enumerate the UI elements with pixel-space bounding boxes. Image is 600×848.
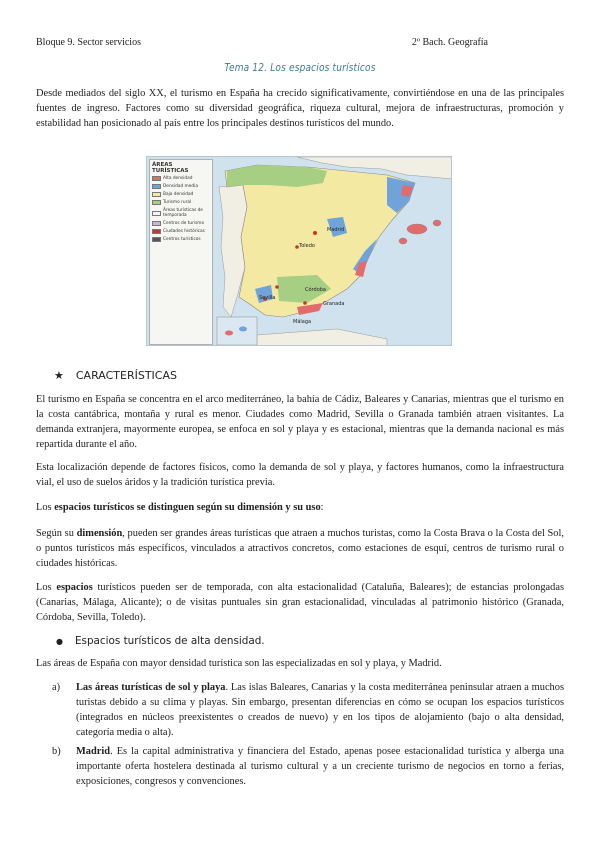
legend-swatch bbox=[152, 221, 161, 226]
list-item bbox=[36, 680, 564, 740]
legend-label: Densidad media bbox=[163, 184, 198, 189]
legend-swatch bbox=[152, 200, 161, 205]
list-text bbox=[76, 680, 564, 740]
legend-label: Centros turísticos bbox=[163, 237, 201, 242]
caracteristicas-p5 bbox=[36, 580, 564, 625]
p3-end: : bbox=[320, 502, 324, 513]
map-label-madrid: Madrid bbox=[327, 227, 345, 233]
legend-item bbox=[152, 208, 210, 218]
map-label-toledo: Toledo bbox=[299, 243, 315, 249]
list-rest: . Es la capital administrativa y financiera del Estado, apenas posee estacionalidad turística y alberga una importante oferta hostelera destinada al turismo cultural y a un creciente turismo de negocios en torno a ferias, exposiciones, congresos y convenciones. bbox=[76, 746, 564, 787]
legend-label: Turismo rural bbox=[163, 200, 192, 205]
legend-title: ÁREAS TURÍSTICAS bbox=[152, 162, 189, 174]
list-bold: Las áreas turísticas de sol y playa bbox=[76, 682, 226, 693]
caracteristicas-p3 bbox=[36, 500, 564, 515]
legend-swatch bbox=[152, 176, 161, 181]
p5-text: Los bbox=[36, 582, 57, 593]
list-text bbox=[76, 744, 564, 789]
legend-label: Ciudades históricas bbox=[163, 229, 205, 234]
legend-swatch bbox=[152, 192, 161, 197]
bullet-icon: ● bbox=[56, 637, 63, 646]
legend-label: Áreas turísticas de temporada bbox=[163, 208, 203, 218]
header-left: Bloque 9. Sector servicios bbox=[36, 37, 141, 48]
legend-label: Baja densidad bbox=[163, 192, 194, 197]
legend-item bbox=[152, 176, 210, 181]
legend-swatch bbox=[152, 229, 161, 234]
legend-swatch bbox=[152, 184, 161, 189]
legend-item bbox=[152, 221, 210, 226]
legend-item bbox=[152, 192, 210, 197]
legend-swatch bbox=[152, 211, 161, 216]
heading-alta-densidad-text: Espacios turísticos de alta densidad. bbox=[74, 635, 265, 647]
heading-caracteristicas bbox=[36, 368, 564, 383]
legend-item bbox=[152, 237, 210, 242]
legend-swatch bbox=[152, 237, 161, 242]
p4-rest: , pueden ser grandes áreas turísticas que atraen a muchos turistas, como la Costa Brava o la Costa del Sol, o puntos turísticos más específicos, vinculados a atractivos concretos, como estaciones de esquí, centros de turismo rural o ciudades históricas. bbox=[36, 528, 564, 569]
map-label-malaga: Málaga bbox=[293, 319, 312, 325]
map-label-granada: Granada bbox=[323, 301, 345, 307]
tourism-map bbox=[146, 156, 452, 346]
p4-text: Según su bbox=[36, 528, 77, 539]
list-marker: b) bbox=[52, 746, 61, 757]
p5-bold: espacios bbox=[56, 582, 93, 593]
caracteristicas-p2: Esta localización depende de factores físicos, como la demanda de sol y playa, y factores humanos, como la infraestructura vial, el uso de suelos áridos y la tradición turística previa. bbox=[36, 462, 564, 488]
map-label-sevilla: Sevilla bbox=[259, 295, 276, 301]
legend-item bbox=[152, 200, 210, 205]
map-legend bbox=[149, 159, 213, 345]
star-icon: ★ bbox=[54, 369, 64, 382]
p3-text: Los bbox=[36, 502, 55, 513]
page-header bbox=[36, 35, 564, 50]
p4-bold: dimensión bbox=[76, 528, 123, 539]
alta-densidad-intro: Las áreas de España con mayor densidad turística son las especializadas en sol y playa, y Madrid. bbox=[36, 658, 442, 669]
legend-label: Alta densidad bbox=[163, 176, 193, 181]
legend-item bbox=[152, 184, 210, 189]
list-item bbox=[36, 744, 564, 789]
heading-caracteristicas-text: CARACTERÍSTICAS bbox=[75, 369, 177, 382]
legend-label: Centros de turismo bbox=[163, 221, 205, 226]
list-bold: Madrid bbox=[76, 746, 111, 757]
p5-rest: turísticos pueden ser de temporada, con alta estacionalidad (Cataluña, Baleares); de estancias prolongadas (Canarias, Málaga, Alicante); o de visitas puntuales sin gran estacionalidad, vinculadas al patrimonio histórico (Granada, Córdoba, Sevilla, Toledo). bbox=[36, 582, 564, 623]
caracteristicas-p4 bbox=[36, 526, 564, 571]
intro-paragraph: Desde mediados del siglo XX, el turismo en España ha crecido significativamente, convirtiéndose en una de las principales fuentes de ingreso. Factores como su diversidad geográfica, riqueza cultural, mejora de infraestructuras, promoción y estabilidad han posicionado al país entre los principales destinos turísticos del mundo. bbox=[36, 88, 564, 129]
map-label-cordoba: Córdoba bbox=[305, 287, 326, 293]
caracteristicas-p1: El turismo en España se concentra en el arco mediterráneo, la bahía de Cádiz, Baleares y Canarias, mientras que el turismo en la costa cantábrica, montaña y rural es menor. Ciudades como Madrid, Sevilla o Granada también atraen visitantes. La demanda extranjera, mayormente europea, se enfoca en sol y playa y es estacional, mientras que la demanda nacional es más repartida durante el año. bbox=[36, 394, 564, 450]
list-rest: . Las islas Baleares, Canarias y la costa mediterránea peninsular atraen a muchos turistas debido a su clima y playas. Sin embargo, presentan diferencias en cómo se ocupan los espacios turísticos (integrados en núcleos preexistentes o creados de nuevo) y en los tipos de alojamiento (bajo o alta densidad, categoría media o alta). bbox=[76, 682, 564, 738]
list-marker: a) bbox=[52, 682, 61, 693]
page-title: Tema 12. Los espacios turísticos bbox=[224, 61, 376, 74]
p3-bold: espacios turísticos se distinguen según su dimensión y su uso bbox=[54, 502, 321, 513]
heading-alta-densidad bbox=[36, 634, 564, 649]
legend-item bbox=[152, 229, 210, 234]
header-right: 2º Bach. Geografía bbox=[411, 37, 488, 48]
